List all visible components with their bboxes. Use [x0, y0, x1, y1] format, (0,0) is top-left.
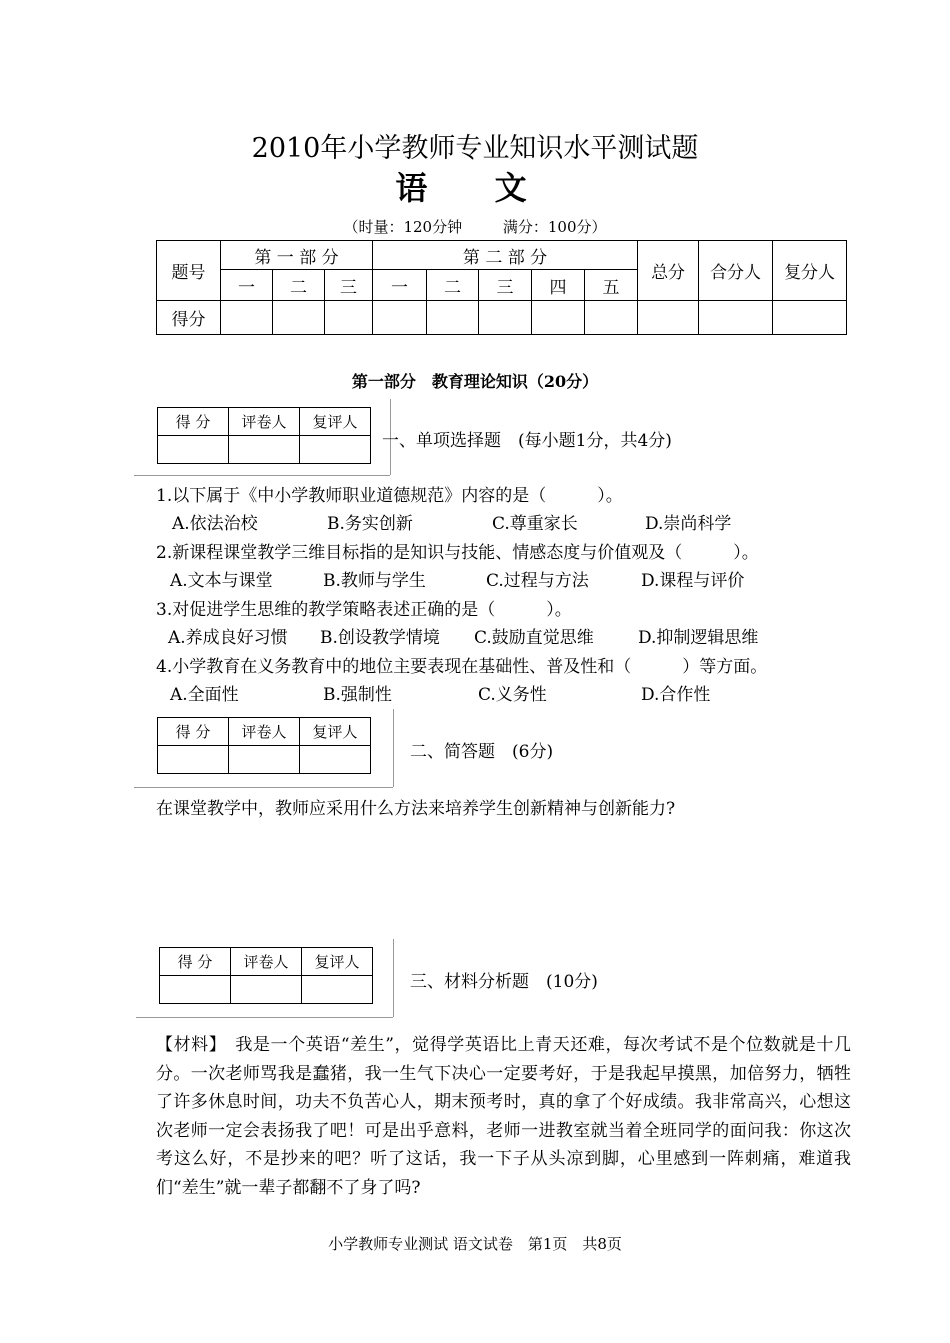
- grading-box-3: [159, 947, 373, 1004]
- exam-full-score: 满分：100分）: [502, 218, 607, 236]
- question-1-option-d[interactable]: D.崇尚科学: [645, 514, 732, 534]
- question-2-option-a[interactable]: A.文本与课堂: [170, 571, 273, 591]
- question-3-option-c[interactable]: C.鼓励直觉思维: [474, 628, 594, 648]
- grading-cell[interactable]: [158, 746, 229, 774]
- section2-question: 在课堂教学中，教师应采用什么方法来培养学生创新精神与创新能力?: [156, 799, 676, 819]
- section3-title: 三、材料分析题 (10分): [410, 972, 598, 992]
- score-table-question-label: 题号: [157, 241, 221, 301]
- score-cell[interactable]: [373, 301, 427, 335]
- grading-regrader-label: 复评人: [302, 948, 373, 976]
- question-2-stem: 2.新课程课堂教学三维目标指的是知识与技能、情感态度与价值观及（ ）。: [156, 543, 759, 563]
- grading-box-2: [157, 717, 371, 774]
- grading-cell[interactable]: [229, 746, 300, 774]
- exam-meta: [0, 216, 950, 237]
- grading-cell[interactable]: [160, 976, 231, 1004]
- score-table-col: 二: [273, 270, 325, 301]
- score-table-col: 二: [427, 270, 479, 301]
- grading-regrader-label: 复评人: [300, 408, 371, 436]
- question-2-option-b[interactable]: B.教师与学生: [323, 571, 426, 591]
- grading-score-label: 得 分: [160, 948, 231, 976]
- score-table: [156, 240, 847, 335]
- grading-cell[interactable]: [231, 976, 302, 1004]
- score-table-total: 总分: [638, 241, 699, 301]
- question-3-option-b[interactable]: B.创设教学情境: [320, 628, 440, 648]
- score-table-part1: 第 一 部 分: [221, 241, 373, 270]
- score-cell[interactable]: [773, 301, 847, 335]
- score-cell[interactable]: [325, 301, 373, 335]
- score-cell[interactable]: [532, 301, 585, 335]
- question-2-option-d[interactable]: D.课程与评价: [641, 571, 745, 591]
- grading-grader-label: 评卷人: [229, 408, 300, 436]
- question-4-option-a[interactable]: A.全面性: [170, 685, 239, 705]
- score-table-rechecker: 复分人: [773, 241, 847, 301]
- score-table-col: 四: [532, 270, 585, 301]
- score-cell[interactable]: [585, 301, 638, 335]
- grading-grader-label: 评卷人: [229, 718, 300, 746]
- section2-title: 二、简答题 (6分): [410, 742, 554, 762]
- question-1-option-b[interactable]: B.务实创新: [327, 514, 413, 534]
- score-cell[interactable]: [638, 301, 699, 335]
- question-4-option-b[interactable]: B.强制性: [323, 685, 392, 705]
- score-table-combiner: 合分人: [699, 241, 773, 301]
- score-table-col: 五: [585, 270, 638, 301]
- question-3-option-d[interactable]: D.抑制逻辑思维: [638, 628, 759, 648]
- question-1-stem: 1.以下属于《中小学教师职业道德规范》内容的是（ ）。: [156, 486, 623, 506]
- question-4-option-c[interactable]: C.义务性: [478, 685, 547, 705]
- question-2-option-c[interactable]: C.过程与方法: [486, 571, 589, 591]
- exam-title: 2010年小学教师专业知识水平测试题: [251, 133, 699, 164]
- score-table-col: 三: [325, 270, 373, 301]
- exam-time: （时量：120分钟: [343, 218, 463, 236]
- section1-title: 一、单项选择题 (每小题1分，共4分): [382, 431, 672, 451]
- grading-cell[interactable]: [302, 976, 373, 1004]
- subject-title: 语 文: [395, 169, 555, 207]
- question-4-stem: 4.小学教育在义务教育中的地位主要表现在基础性、普及性和（ ）等方面。: [156, 657, 768, 677]
- material-paragraph: 【材料】 我是一个英语“差生”，觉得学英语比上青天还难，每次考试不是个位数就是十几分。一次老师骂我是蠢猪，我一生气下决心一定要考好，于是我起早摸黑，加倍努力，牺牲了许多休息时间，功夫不负苦心人，期末预考时，真的拿了个好成绩。我非常高兴，心想这次老师一定会表扬我了吧！可是出乎意料，老师一进教室就当着全班同学的面问我：你这次考这么好，不是抄来的吧？听了这话，我一下子从头凉到脚，心里感到一阵刺痛，难道我们“差生”就一辈子都翻不了身了吗?: [156, 1035, 851, 1198]
- question-3-option-a[interactable]: A.养成良好习惯: [168, 628, 288, 648]
- grading-cell[interactable]: [158, 436, 229, 464]
- question-4-option-d[interactable]: D.合作性: [641, 685, 711, 705]
- grading-score-label: 得 分: [158, 408, 229, 436]
- score-table-col: 一: [373, 270, 427, 301]
- question-1-option-c[interactable]: C.尊重家长: [492, 514, 578, 534]
- score-cell[interactable]: [699, 301, 773, 335]
- question-3-stem: 3.对促进学生思维的教学策略表述正确的是（ ）。: [156, 600, 572, 620]
- grading-grader-label: 评卷人: [231, 948, 302, 976]
- grading-cell[interactable]: [229, 436, 300, 464]
- part1-heading: 第一部分 教育理论知识（20分）: [351, 372, 599, 391]
- score-cell[interactable]: [273, 301, 325, 335]
- grading-score-label: 得 分: [158, 718, 229, 746]
- grading-cell[interactable]: [300, 436, 371, 464]
- grading-box-1: [157, 407, 371, 464]
- score-table-part2: 第 二 部 分: [373, 241, 638, 270]
- grading-regrader-label: 复评人: [300, 718, 371, 746]
- score-table-col: 三: [479, 270, 532, 301]
- score-table-score-label: 得分: [157, 301, 221, 335]
- grading-cell[interactable]: [300, 746, 371, 774]
- question-1-option-a[interactable]: A.依法治校: [172, 514, 258, 534]
- score-cell[interactable]: [427, 301, 479, 335]
- score-cell[interactable]: [479, 301, 532, 335]
- score-cell[interactable]: [221, 301, 273, 335]
- score-table-col: 一: [221, 270, 273, 301]
- page-footer: 小学教师专业测试 语文试卷 第1页 共8页: [328, 1235, 622, 1253]
